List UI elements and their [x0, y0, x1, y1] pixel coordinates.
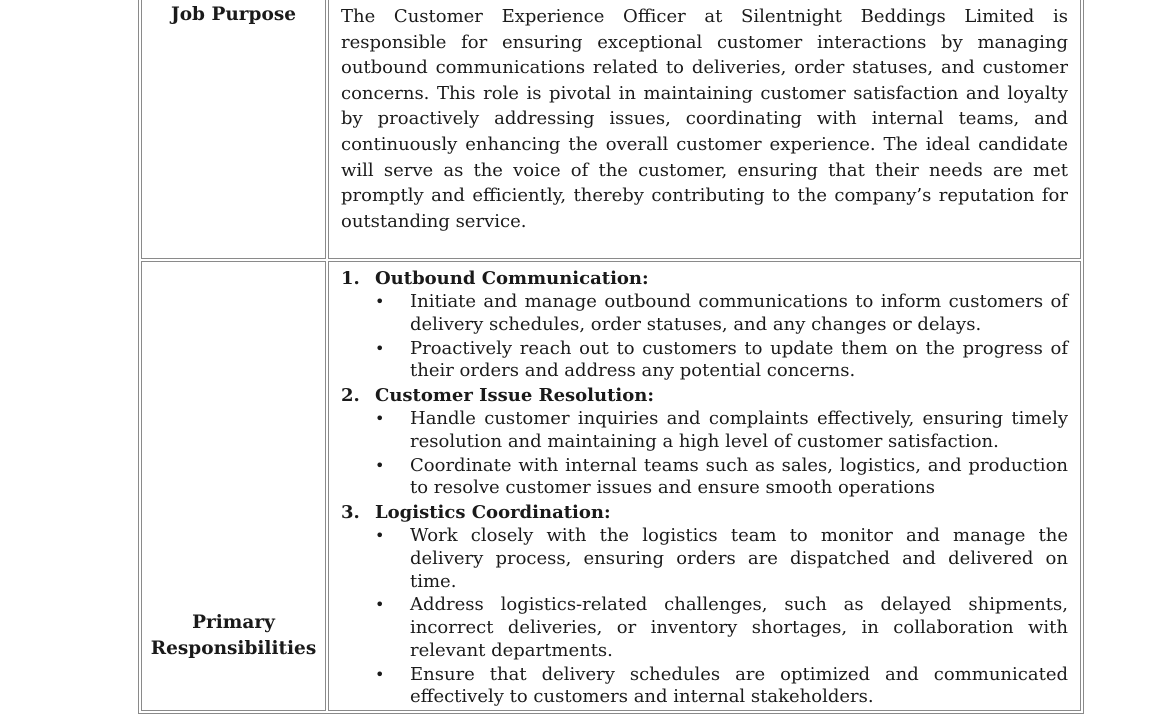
- responsibility-section: [341, 501, 1068, 709]
- responsibility-section: [341, 384, 1068, 500]
- bullet-text: Ensure that delivery schedules are optimized and communicated effectively to customers and internal stakeholders.: [410, 663, 1068, 708]
- bullet-item: [375, 408, 1068, 453]
- primary-responsibilities-label-cell: [141, 261, 326, 711]
- bullet-item: [375, 664, 1068, 709]
- bullet-icon: •: [375, 455, 385, 475]
- bullet-text: Handle customer inquiries and complaints effectively, ensuring timely resolution and maintaining a high level of customer satisfaction.: [410, 408, 1068, 452]
- job-description-table: [138, 0, 1084, 714]
- section-title: Logistics Coordination:: [375, 502, 611, 524]
- section-number: 2.: [341, 385, 360, 407]
- job-purpose-content-cell: [328, 0, 1081, 259]
- bullet-list: [375, 525, 1068, 709]
- bullet-text: Initiate and manage outbound communications to inform customers of delivery schedules, order statuses, and any changes or delays.: [410, 291, 1068, 335]
- primary-responsibilities-label: [142, 610, 325, 662]
- bullet-item: [375, 338, 1068, 383]
- responsibilities-list: [341, 262, 1068, 709]
- bullet-text: Proactively reach out to customers to update them on the progress of their orders and address any potential concerns.: [410, 337, 1068, 382]
- bullet-icon: •: [375, 664, 385, 684]
- job-purpose-text: The Customer Experience Officer at Silentnight Beddings Limited is responsible for ensuring exceptional customer interactions by managing outbound communications related to deliveries, order statuses, and customer concerns. This role is pivotal in maintaining customer satisfaction and loyalty by proactively addressing issues, coordinating with internal teams, and continuously enhancing the overall customer experience. The ideal candidate will serve as the voice of the customer, ensuring that their needs are met promptly and efficiently, thereby contributing to the company’s reputation for outstanding service.: [341, 6, 1068, 232]
- section-number: 1.: [341, 268, 360, 289]
- primary-responsibilities-row: [141, 261, 1081, 711]
- bullet-icon: •: [375, 526, 385, 546]
- bullet-item: [375, 594, 1068, 662]
- bullet-icon: •: [375, 292, 385, 311]
- bullet-icon: •: [375, 595, 385, 615]
- bullet-item: [375, 455, 1068, 500]
- bullet-icon: •: [375, 409, 385, 429]
- section-title: Outbound Communication:: [375, 268, 649, 289]
- bullet-item: [375, 291, 1068, 336]
- bullet-list: [375, 408, 1068, 500]
- bullet-text: Address logistics-related challenges, such as delayed shipments, incorrect deliveries, or inventory shortages, in collaboration with relevant departments.: [410, 594, 1068, 661]
- primary-responsibilities-label-line2: Responsibilities: [150, 638, 317, 660]
- responsibility-section: [341, 267, 1068, 383]
- bullet-list: [375, 291, 1068, 383]
- bullet-text: Work closely with the logistics team to monitor and manage the delivery process, ensuring orders are dispatched and delivered on time.: [410, 525, 1068, 592]
- job-purpose-row: [141, 0, 1081, 259]
- job-purpose-label: Job Purpose: [170, 4, 297, 25]
- primary-responsibilities-content-cell: [328, 261, 1081, 711]
- job-purpose-label-cell: [141, 0, 326, 259]
- bullet-item: [375, 525, 1068, 593]
- bullet-icon: •: [375, 338, 385, 358]
- primary-responsibilities-label-line1: Primary: [192, 612, 275, 634]
- bullet-text: Coordinate with internal teams such as sales, logistics, and production to resolve customer issues and ensure smooth operations: [410, 454, 1068, 499]
- section-title: Customer Issue Resolution:: [375, 385, 654, 407]
- section-number: 3.: [341, 502, 360, 524]
